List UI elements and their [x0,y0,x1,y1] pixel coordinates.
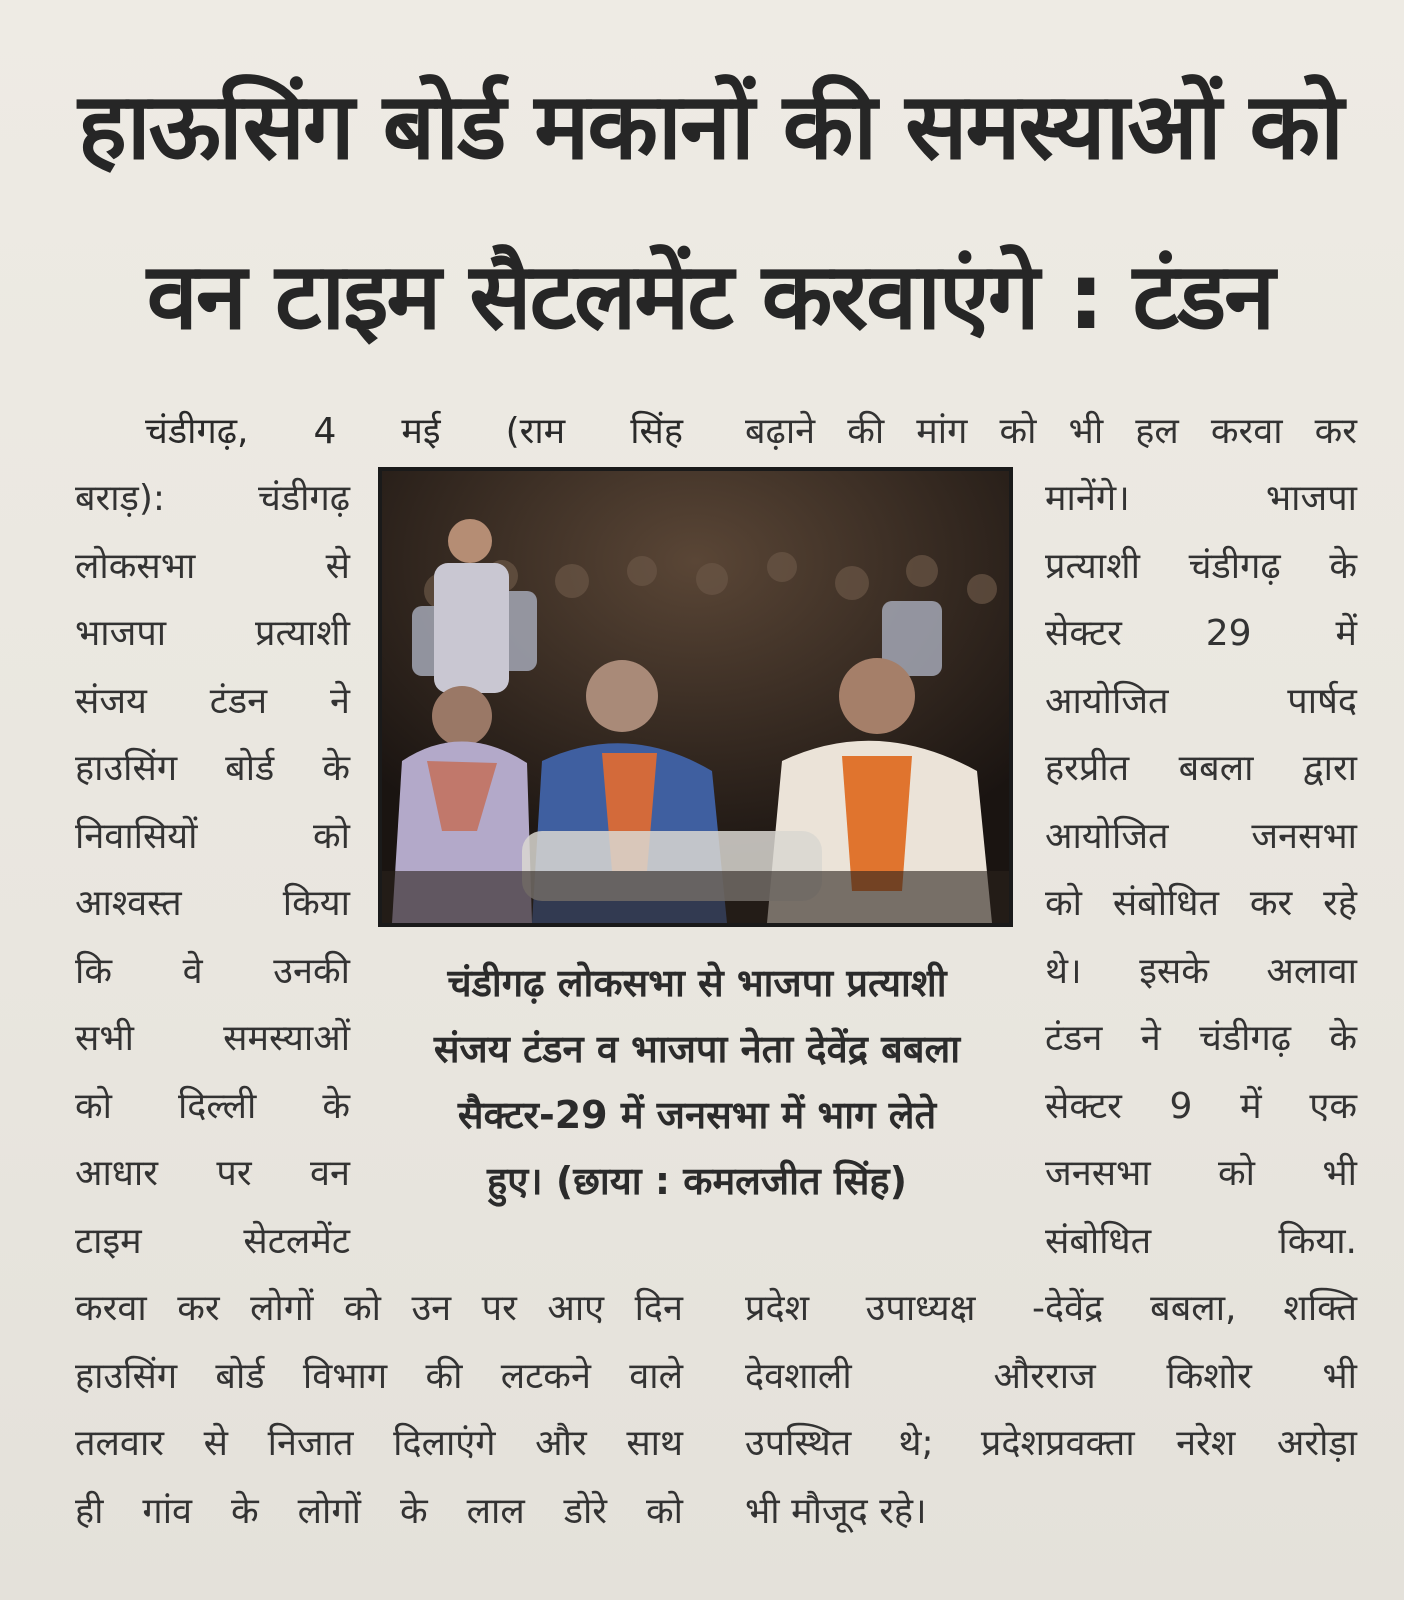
body-line: सभी समस्याओं [75,1018,350,1059]
body-line: संबोधित किया. [1045,1220,1357,1262]
body-line: टाइम सेटलमेंट [75,1220,350,1262]
body-line: लोकसभा से [75,545,350,587]
headline-line-2: वन टाइम सैटलमेंट करवाएंगे : टंडन [146,243,1274,350]
body-line: तलवार से निजात दिलाएंगे और साथ [75,1423,683,1464]
article-right-top [745,398,1357,466]
body-line: मानेंगे। भाजपा [1045,478,1357,519]
body-line: करवा कर लोगों को उन पर आए दिन [75,1288,683,1329]
body-line: उपस्थित थे; प्रदेश [745,1423,1045,1464]
caption-line: हुए। (छाया : कमलजीत सिंह) [487,1159,907,1203]
body-line: सेक्टर 9 में एक [1045,1085,1357,1127]
body-line: हाउसिंग बोर्ड के [75,748,350,789]
body-line: हाउसिंग बोर्ड विभाग की लटकने वाले [75,1355,683,1397]
body-line: बढ़ाने की मांग को भी हल करवा कर [745,411,1357,452]
article-bottom-right [1045,1275,1357,1478]
caption-line: सैक्टर-29 में जनसभा में भाग लेते [457,1093,937,1137]
article-bottom-middle [745,1275,1045,1545]
body-line: कि वे उनकी [75,950,350,992]
body-line: आश्वस्त किया [75,883,350,924]
dateline: चंडीगढ़, 4 मई (राम सिंह [145,411,683,452]
photo-illustration [382,471,1009,923]
body-line: देवेंद्र बबला, शक्ति [1045,1288,1357,1329]
body-line: को दिल्ली के [75,1085,350,1127]
body-line: प्रवक्ता नरेश अरोड़ा [1045,1423,1357,1464]
body-line: राज किशोर भी [1045,1355,1357,1397]
photo-caption [372,950,1022,1214]
body-line: प्रदेश उपाध्यक्ष - [745,1288,1045,1329]
news-photo [378,467,1013,927]
article-left-column [75,465,350,1275]
caption-line: संजय टंडन व भाजपा नेता देवेंद्र बबला [433,1027,961,1071]
body-line: सेक्टर 29 में [1045,613,1357,654]
body-line: जनसभा को भी [1045,1153,1357,1194]
body-line: थे। इसके अलावा [1045,950,1357,992]
body-line: निवासियों को [75,815,350,857]
body-line: को संबोधित कर रहे [1045,883,1357,924]
body-line: आयोजित जनसभा [1045,815,1357,857]
body-line: आयोजित पार्षद [1045,680,1357,722]
caption-line: चंडीगढ़ लोकसभा से भाजपा प्रत्याशी [447,961,947,1005]
headline-line-1: हाऊसिंग बोर्ड मकानों की समस्याओं को [77,73,1342,180]
body-line: प्रत्याशी चंडीगढ़ के [1045,545,1357,587]
body-line: देवशाली और [745,1355,1045,1397]
body-line: आधार पर वन [75,1153,350,1194]
body-line: बराड़): चंडीगढ़ [75,478,350,519]
body-line: संजय टंडन ने [75,680,350,722]
body-line: भाजपा प्रत्याशी [75,613,350,654]
body-line: ही गांव के लोगों के लाल डोरे को [75,1490,683,1532]
body-line: भी मौजूद रहे। [745,1490,927,1532]
article-bottom-left [75,1275,683,1545]
body-line: हरप्रीत बबला द्वारा [1045,748,1357,789]
body-line: टंडन ने चंडीगढ़ के [1045,1018,1357,1059]
article-right-column [1045,465,1357,1275]
